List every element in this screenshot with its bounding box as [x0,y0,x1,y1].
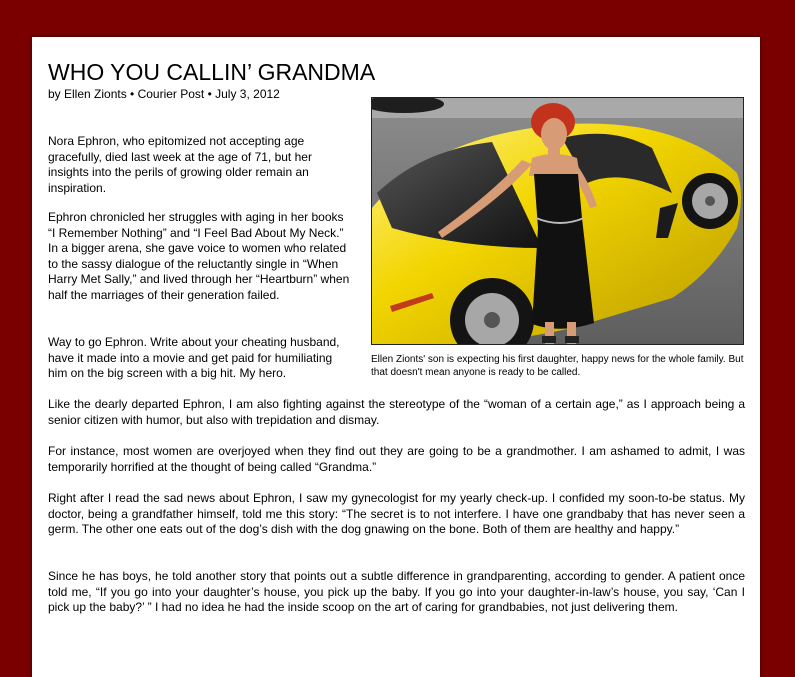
paragraph-5: For instance, most women are overjoyed when they find out they are going to be a grandmother. I am ashamed to admit, I was temporarily horrified at the thought of being called “Grandma.” [48,444,745,474]
article-title: WHO YOU CALLIN’ GRANDMA [48,59,376,85]
paragraph-6: Right after I read the sad news about Ephron, I saw my gynecologist for my yearly check-up. I confided my soon-to-be status. My doctor, being a grandfather himself, told me this story: “The secret is to not interfere. I have one grandbaby that has never seen a germ. The other one eats out of the dog’s dish with the dog gnawing on the bone. Both of them are healthy and happy.” [48,491,745,536]
photo-caption: Ellen Zionts' son is expecting his first daughter, happy news for the whole family. But that doesn't mean anyone is ready to be called. [371,354,744,378]
paragraph-3: Way to go Ephron. Write about your cheating husband, have it made into a movie and get paid for humiliating him on the big screen with a big hit. My hero. [48,335,340,380]
paragraph-4: Like the dearly departed Ephron, I am also fighting against the stereotype of the “woman of a certain age,” as I approach being a senior citizen with humor, but also with trepidation and dismay. [48,397,745,427]
paragraph-2: Ephron chronicled her struggles with aging in her books “I Remember Nothing” and “I Feel Bad About My Neck.” In a bigger arena, she gave voice to women who related to the sassy dialogue of the reluctantly single in “When Harry Met Sally,” and lived through her “Heartburn” when half the marriages of their generation failed. [48,210,350,302]
paragraph-7: Since he has boys, he told another story that points out a subtle difference in grandparenting, according to gender. A patient once told me, “If you go into your daughter’s house, you pick up the baby. If you go into your daughter-in-law’s house, you say, ‘Can I pick up the baby?’ ” I had no idea he had the inside scoop on the art of caring for grandbabies, not just delivering them. [48,569,745,614]
article-photo [371,97,744,345]
article-page [32,37,760,677]
photo-illustration [372,98,744,345]
article-byline: by Ellen Zionts • Courier Post • July 3, 2012 [48,87,280,101]
paragraph-1: Nora Ephron, who epitomized not accepting age gracefully, died last week at the age of 71, but her insights into the perils of growing older remain an inspiration. [48,134,312,195]
